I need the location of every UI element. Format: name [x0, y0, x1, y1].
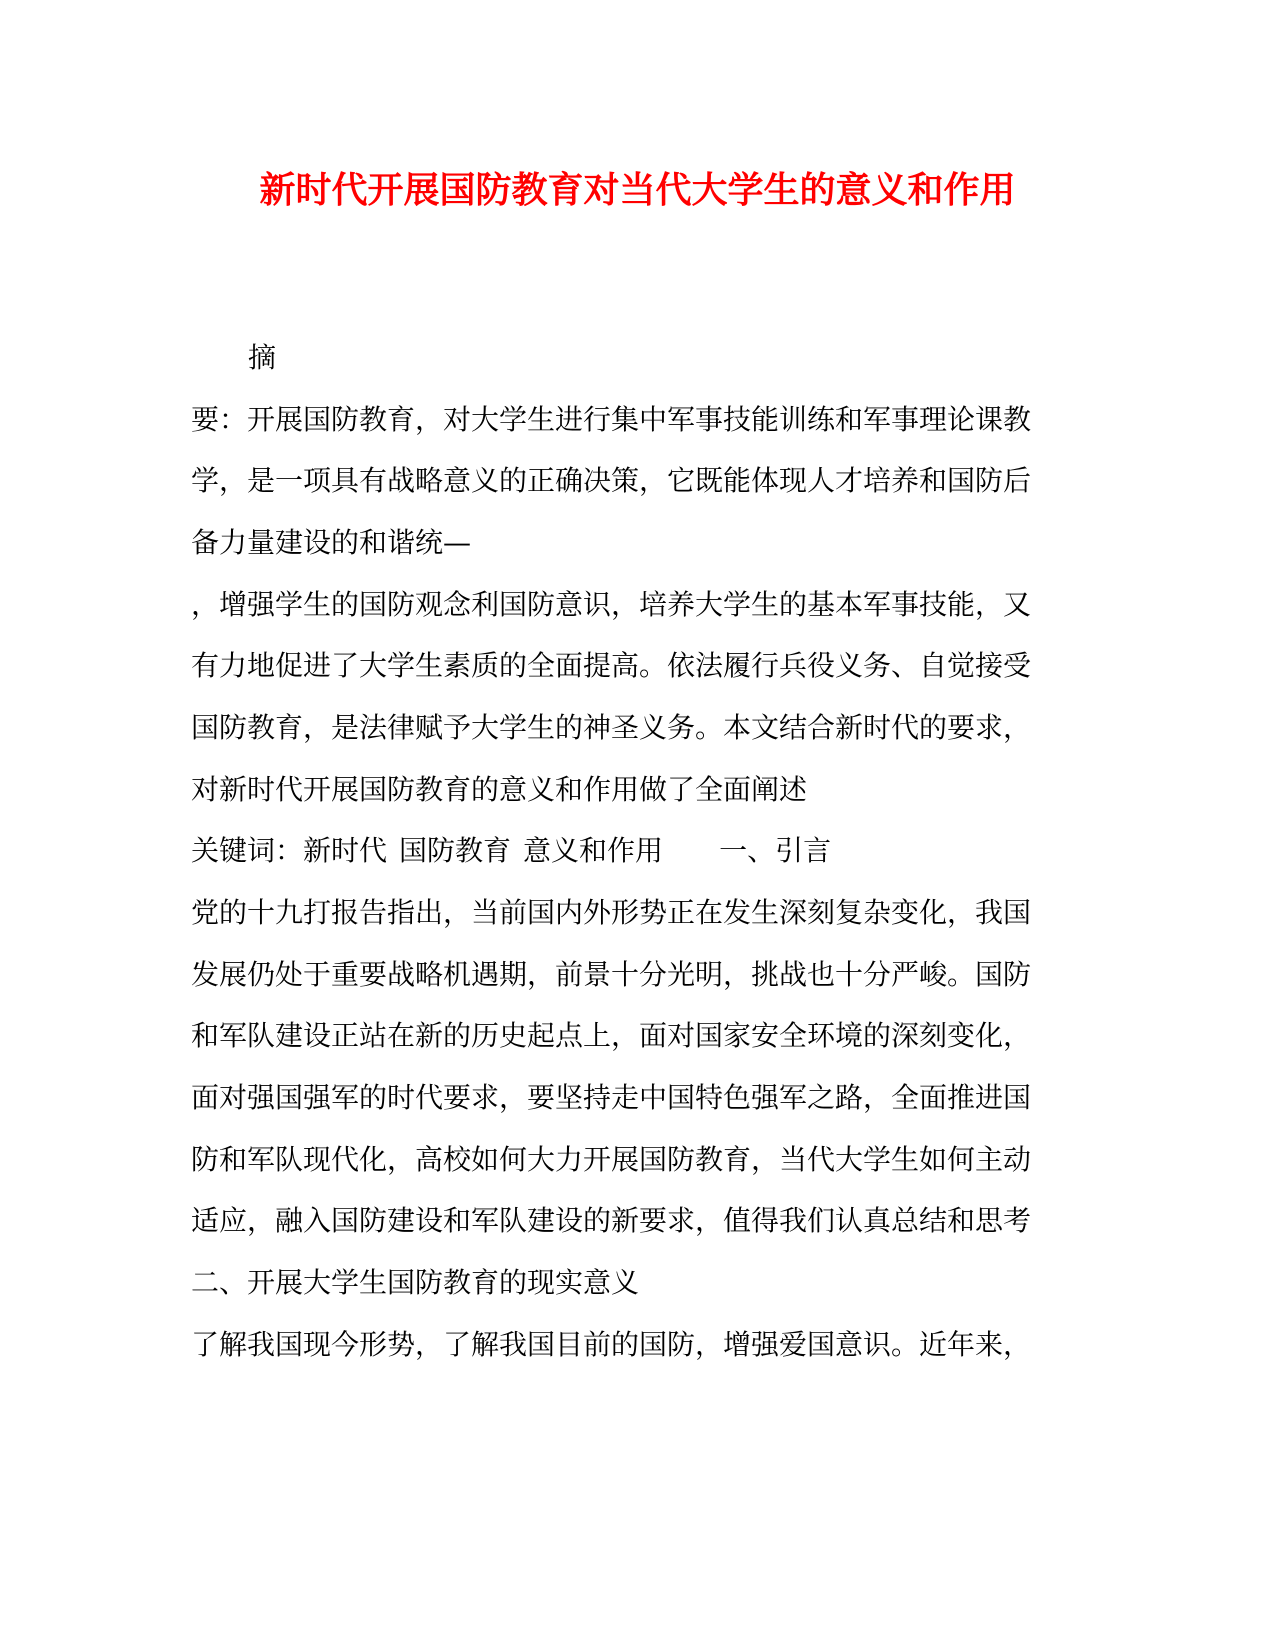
keyword-item: 新时代: [303, 834, 388, 867]
paragraph-line: 防和军队现代化，高校如何大力开展国防教育，当代大学生如何主动: [191, 1143, 1032, 1176]
paragraph-line: 适应，融入国防建设和军队建设的新要求，值得我们认真总结和思考: [191, 1204, 1032, 1237]
paragraph-line: 学，是一项具有战略意义的正确决策，它既能体现人才培养和国防后: [191, 464, 1032, 497]
abstract-label-start: 摘: [248, 341, 277, 374]
paragraph-line: 国防教育，是法律赋予大学生的神圣义务。本文结合新时代的要求，: [191, 711, 1032, 744]
paragraph-line: 有力地促进了大学生素质的全面提高。依法履行兵役义务、自觉接受: [191, 649, 1032, 682]
paragraph-line: 对新时代开展国防教育的意义和作用做了全面阐述: [191, 773, 808, 806]
paragraph-line: 和军队建设正站在新的历史起点上，面对国家安全环境的深刻变化，: [191, 1019, 1032, 1052]
keyword-item: 国防教育: [399, 834, 512, 867]
keyword-item: 意义和作用: [523, 834, 664, 867]
section-heading: 二、开展大学生国防教育的现实意义: [191, 1266, 640, 1299]
document-title: 新时代开展国防教育对当代大学生的意义和作用: [259, 169, 1016, 211]
paragraph-line: 发展仍处于重要战略机遇期，前景十分光明，挑战也十分严峻。国防: [191, 958, 1032, 991]
paragraph-line: 要：开展国防教育，对大学生进行集中军事技能训练和军事理论课教: [191, 403, 1032, 436]
paragraph-line: 面对强国强军的时代要求，要坚持走中国特色强军之路，全面推进国: [191, 1081, 1032, 1114]
paragraph-line: 党的十九打报告指出，当前国内外形势正在发生深刻复杂变化，我国: [191, 896, 1032, 929]
keywords-label: 关键词：: [191, 834, 304, 867]
paragraph-line: 备力量建设的和谐统—: [191, 526, 472, 559]
keywords-line: [191, 833, 831, 869]
paragraph-line: ，增强学生的国防观念利国防意识，培养大学生的基本军事技能，又: [191, 588, 1032, 621]
section-heading: 一、引言: [719, 834, 832, 867]
paragraph-line: 了解我国现今形势，了解我国目前的国防，增强爱国意识。近年来，: [191, 1328, 1032, 1361]
